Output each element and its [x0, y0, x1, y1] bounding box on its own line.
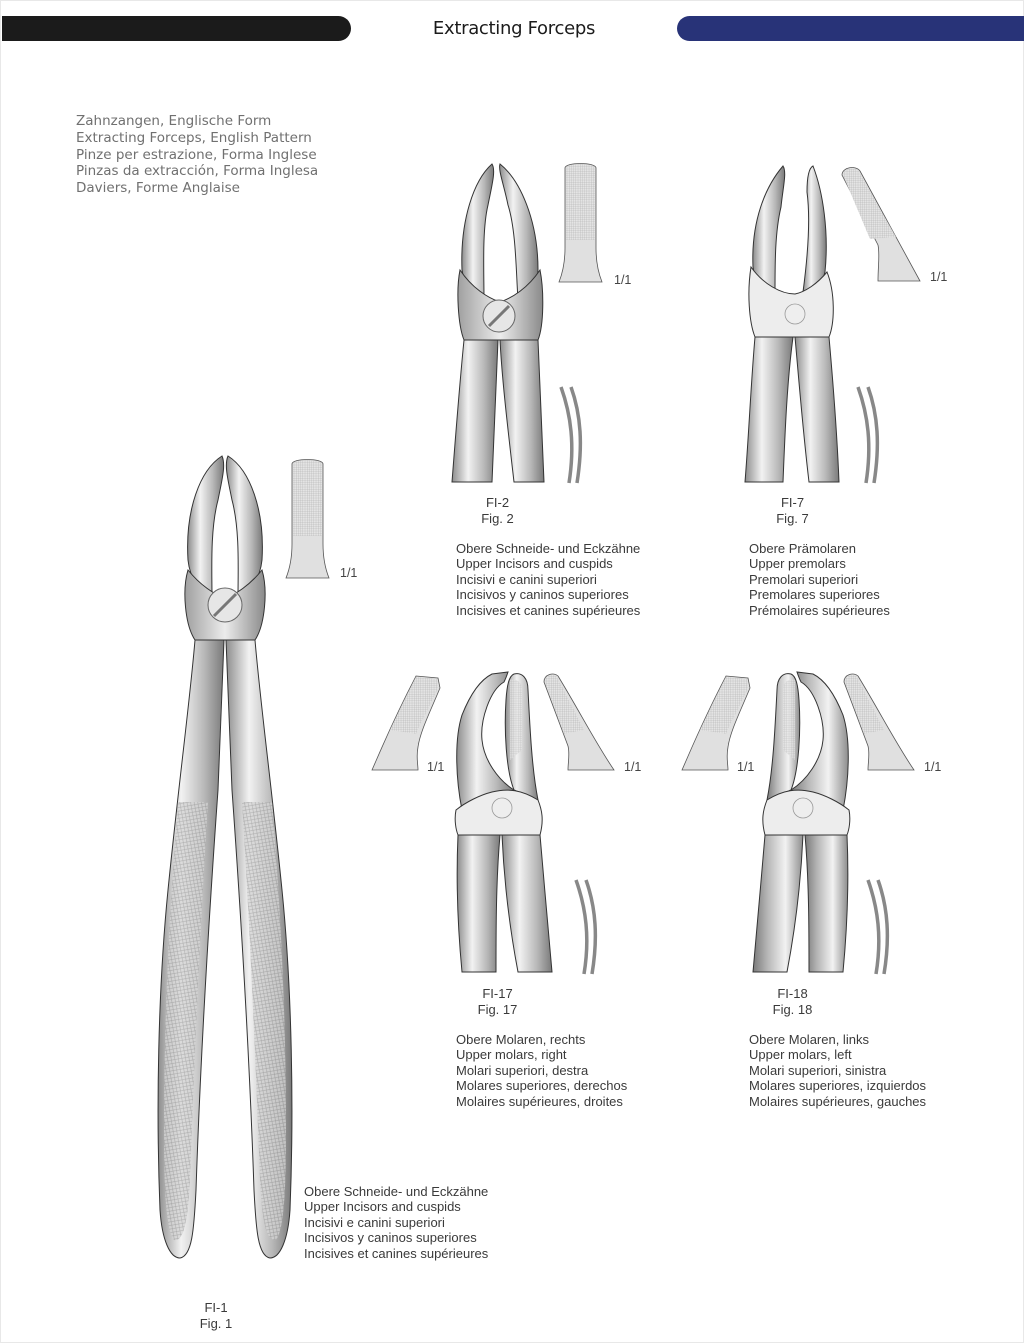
fi17-figure-label	[470, 986, 525, 1017]
fi7-desc-es: Premolares superiores	[749, 587, 880, 603]
fi7-tip-detail-icon	[838, 165, 923, 283]
fi1-fig: Fig. 1	[199, 1315, 233, 1331]
fi18-desc-es: Molares superiores, izquierdos	[749, 1078, 927, 1094]
fi7-side-profile-icon	[852, 385, 882, 485]
fi17-fig: Fig. 17	[477, 1001, 518, 1017]
fi7-fig: Fig. 7	[776, 510, 809, 526]
fi7-description	[749, 541, 890, 618]
forceps-fi2-illustration	[452, 160, 547, 485]
header-bar-left	[2, 16, 351, 41]
fi18-side-profile-icon	[862, 878, 892, 976]
fi7-scale-label: 1/1	[930, 270, 948, 284]
fi1-desc-en: Upper Incisors and cuspids	[304, 1199, 461, 1215]
fi18-desc-fr: Molaires supérieures, gauches	[749, 1093, 927, 1109]
fi7-desc-en: Upper premolars	[749, 556, 846, 572]
fi17-desc-it: Molari superiori, destra	[456, 1062, 589, 1078]
fi1-figure-label	[190, 1300, 242, 1331]
forceps-fi7-illustration	[745, 162, 840, 484]
fi18-scale-right-label: 1/1	[924, 760, 942, 774]
fi17-desc-es: Molares superiores, derechos	[456, 1078, 628, 1094]
fi18-fig: Fig. 18	[772, 1001, 813, 1017]
fi17-tip-left-detail-icon	[370, 672, 445, 774]
fi1-desc-de: Obere Schneide- und Eckzähne	[304, 1184, 489, 1199]
fi18-desc-it: Molari superiori, sinistra	[749, 1062, 887, 1078]
fi18-scale-left-label: 1/1	[737, 760, 755, 774]
fi17-tip-right-detail-icon	[540, 672, 615, 772]
fi7-desc-de: Obere Prämolaren	[749, 541, 856, 556]
fi1-desc-es: Incisivos y caninos superiores	[304, 1230, 477, 1246]
header-bar-right	[677, 16, 1024, 41]
subtitle-line-es: Pinzas da extracción, Forma Inglesa	[76, 163, 319, 180]
fi17-desc-de: Obere Molaren, rechts	[456, 1032, 586, 1047]
fi1-scale-label: 1/1	[340, 566, 358, 580]
fi17-scale-left-label: 1/1	[427, 760, 445, 774]
fi17-description	[456, 1032, 627, 1109]
fi2-desc-es: Incisivos y caninos superiores	[456, 587, 629, 603]
fi1-description	[304, 1184, 488, 1261]
fi17-code: FI-17	[482, 986, 513, 1001]
subtitle-line-en: Extracting Forceps, English Pattern	[76, 129, 312, 146]
forceps-fi18-illustration	[748, 670, 853, 975]
fi2-code: FI-2	[485, 495, 510, 510]
fi2-fig: Fig. 2	[481, 510, 514, 526]
fi17-desc-fr: Molaires supérieures, droites	[456, 1093, 623, 1109]
fi18-tip-left-detail-icon	[680, 672, 755, 774]
fi18-figure-label	[765, 986, 820, 1017]
fi2-desc-de: Obere Schneide- und Eckzähne	[456, 541, 641, 556]
fi2-desc-fr: Incisives et canines supérieures	[456, 602, 641, 618]
page-title: Extracting Forceps	[432, 18, 596, 39]
fi18-desc-en: Upper molars, left	[749, 1047, 852, 1063]
fi1-desc-fr: Incisives et canines supérieures	[304, 1245, 489, 1261]
catalog-subtitle	[76, 113, 318, 197]
fi2-tip-detail-icon	[558, 160, 603, 282]
subtitle-line-fr: Daviers, Forme Anglaise	[76, 180, 240, 197]
fi2-description	[456, 541, 640, 618]
fi7-figure-label	[765, 495, 820, 526]
fi17-scale-right-label: 1/1	[624, 760, 642, 774]
fi2-scale-label: 1/1	[614, 273, 632, 287]
fi18-desc-de: Obere Molaren, links	[749, 1032, 869, 1047]
fi7-code: FI-7	[780, 495, 805, 510]
fi2-side-profile-icon	[555, 385, 585, 485]
fi18-code: FI-18	[777, 986, 808, 1001]
fi17-side-profile-icon	[570, 878, 600, 976]
fi1-desc-it: Incisivi e canini superiori	[304, 1214, 445, 1230]
subtitle-line-de: Zahnzangen, Englische Form	[76, 113, 272, 129]
subtitle-line-it: Pinze per estrazione, Forma Inglese	[76, 146, 317, 163]
fi7-desc-fr: Prémolaires supérieures	[749, 602, 890, 618]
fi2-desc-en: Upper Incisors and cuspids	[456, 556, 613, 572]
fi1-code: FI-1	[204, 1300, 228, 1315]
fi18-tip-right-detail-icon	[840, 672, 915, 772]
fi7-desc-it: Premolari superiori	[749, 571, 859, 587]
fi2-figure-label	[470, 495, 525, 526]
fi18-description	[749, 1032, 926, 1109]
fi17-desc-en: Upper molars, right	[456, 1047, 567, 1063]
fi2-desc-it: Incisivi e canini superiori	[456, 571, 597, 587]
fi1-tip-detail-icon	[285, 456, 330, 578]
